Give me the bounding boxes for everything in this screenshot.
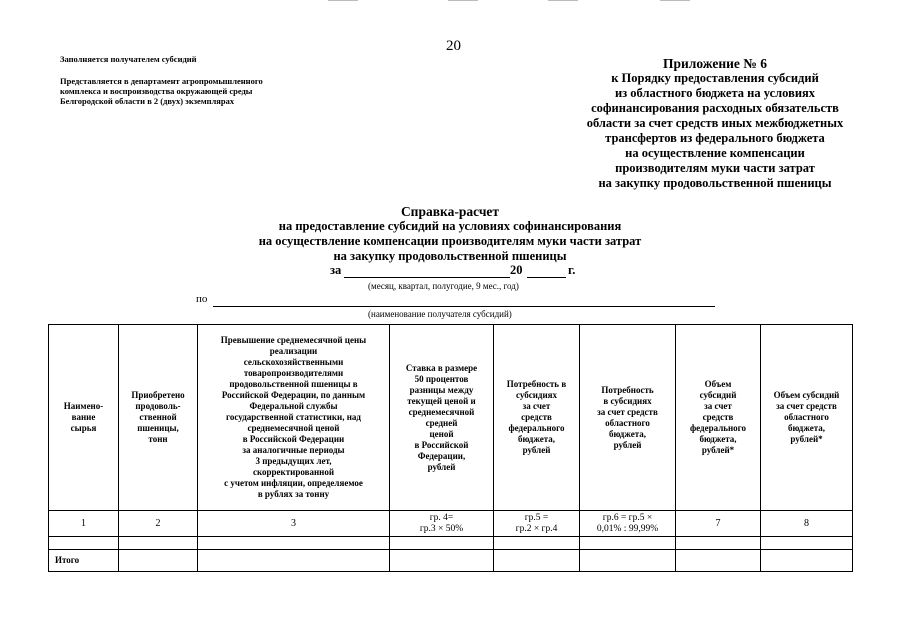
total-cell[interactable] — [580, 550, 676, 572]
header-cell-price-excess — [198, 325, 390, 511]
appendix-line: трансфертов из федерального бюджета — [605, 131, 825, 145]
recipient-hint: (наименование получателя субсидий) — [368, 309, 512, 319]
data-cell[interactable] — [494, 537, 580, 550]
edge-mark — [548, 0, 578, 1]
header-text: Ставка в размере 50 процентов разницы между текущей ценой и среднемесячной средней ценой в Российской Федерации, рублей — [405, 362, 478, 472]
data-cell[interactable] — [580, 537, 676, 550]
appendix-line: области за счет средств иных межбюджетных — [586, 116, 844, 130]
header-text: Потребность в субсидиях за счет средств областного бюджета, рублей — [597, 384, 658, 450]
period-year-prefix: 20 — [510, 263, 523, 277]
total-cell[interactable] — [676, 550, 761, 572]
title-line: на закупку продовольственной пшеницы — [333, 249, 567, 263]
submitted-note-line: Представляется в департамент агропромышленного — [60, 76, 263, 86]
header-text: Потребность в субсидиях за счет средств федерального бюджета, рублей — [506, 379, 567, 455]
period-prefix: за — [330, 263, 342, 277]
submitted-note-line: Белгородской области в 2 (двух) экземплярах — [60, 96, 235, 106]
formula-text: гр.5 = гр.2 × гр.4 — [515, 512, 558, 534]
period-field[interactable] — [344, 263, 510, 278]
recipient-prefix: по — [196, 293, 208, 305]
title-line: на предоставление субсидий на условиях софинансирования — [278, 219, 622, 233]
total-cell[interactable] — [119, 550, 198, 572]
appendix-title: Приложение № 6 — [663, 56, 767, 71]
header-cell-regional-volume — [761, 325, 853, 511]
header-text: Приобретено продоволь- ственной пшеницы, тонн — [131, 390, 185, 444]
appendix-line: на осуществление компенсации — [625, 146, 805, 160]
header-row — [49, 325, 853, 511]
data-cell[interactable] — [49, 537, 119, 550]
column-number: 1 — [49, 511, 119, 537]
header-text: Объем субсидий за счет средств областного бюджета, рублей* — [773, 390, 840, 444]
header-cell-federal-need — [494, 325, 580, 511]
header-cell-federal-volume — [676, 325, 761, 511]
period-hint: (месяц, квартал, полугодие, 9 мес., год) — [368, 281, 519, 291]
column-formula — [494, 511, 580, 537]
data-cell[interactable] — [676, 537, 761, 550]
appendix-block — [560, 56, 870, 191]
header-text: Объем субсидий за счет средств федерального бюджета, рублей* — [689, 379, 747, 455]
column-number: 3 — [198, 511, 390, 537]
page-number: 20 — [446, 38, 461, 54]
header-cell-regional-need — [580, 325, 676, 511]
column-number: 2 — [119, 511, 198, 537]
appendix-line: софинансирования расходных обязательств — [591, 101, 839, 115]
data-row — [49, 537, 853, 550]
edge-mark — [660, 0, 690, 1]
appendix-line: на закупку продовольственной пшеницы — [598, 176, 832, 190]
appendix-line: производителям муки части затрат — [615, 161, 815, 175]
appendix-line: к Порядку предоставления субсидий — [611, 71, 819, 85]
title-line: на осуществление компенсации производителям муки части затрат — [258, 234, 642, 248]
data-cell[interactable] — [198, 537, 390, 550]
total-label: Итого — [49, 550, 119, 572]
title-line: Справка-расчет — [400, 204, 500, 219]
header-text: Превышение среднемесячной цены реализации сельскохозяйственными товаропроизводителями продовольственной пшеницы в Российской Федерации, по данным Федеральной службы государственной статистики, над среднемесячной ценой в Российской Федерации за аналогичные периоды 3 предыдущих лет, скорректированной с учетом инфляции, определяемое в рублях за тонну — [220, 334, 367, 499]
number-row — [49, 511, 853, 537]
period-suffix: г. — [568, 263, 576, 277]
header-text: Наимено- вание сырья — [63, 401, 104, 433]
submitted-note-line: комплекса и воспроизводства окружающей среды — [60, 86, 253, 96]
data-cell[interactable] — [761, 537, 853, 550]
column-formula — [580, 511, 676, 537]
total-cell[interactable] — [198, 550, 390, 572]
year-field[interactable] — [527, 263, 566, 278]
column-number: 8 — [761, 511, 853, 537]
data-cell[interactable] — [119, 537, 198, 550]
appendix-line: из областного бюджета на условиях — [614, 86, 816, 100]
data-cell[interactable] — [390, 537, 494, 550]
column-formula — [390, 511, 494, 537]
document-title — [200, 204, 700, 264]
total-row — [49, 550, 853, 572]
header-cell-rate — [390, 325, 494, 511]
formula-text: гр.6 = гр.5 × 0,01% : 99,99% — [596, 512, 659, 534]
filled-by-note: Заполняется получателем субсидий — [60, 54, 197, 64]
calculation-table — [48, 324, 853, 572]
total-cell[interactable] — [494, 550, 580, 572]
formula-text: гр. 4= гр.3 × 50% — [419, 512, 464, 534]
edge-mark — [448, 0, 478, 1]
total-cell[interactable] — [390, 550, 494, 572]
header-cell-raw-material — [49, 325, 119, 511]
recipient-field[interactable] — [213, 293, 715, 307]
total-cell[interactable] — [761, 550, 853, 572]
submitted-note — [60, 76, 263, 106]
header-cell-purchased-wheat — [119, 325, 198, 511]
edge-mark — [328, 0, 358, 1]
column-number: 7 — [676, 511, 761, 537]
